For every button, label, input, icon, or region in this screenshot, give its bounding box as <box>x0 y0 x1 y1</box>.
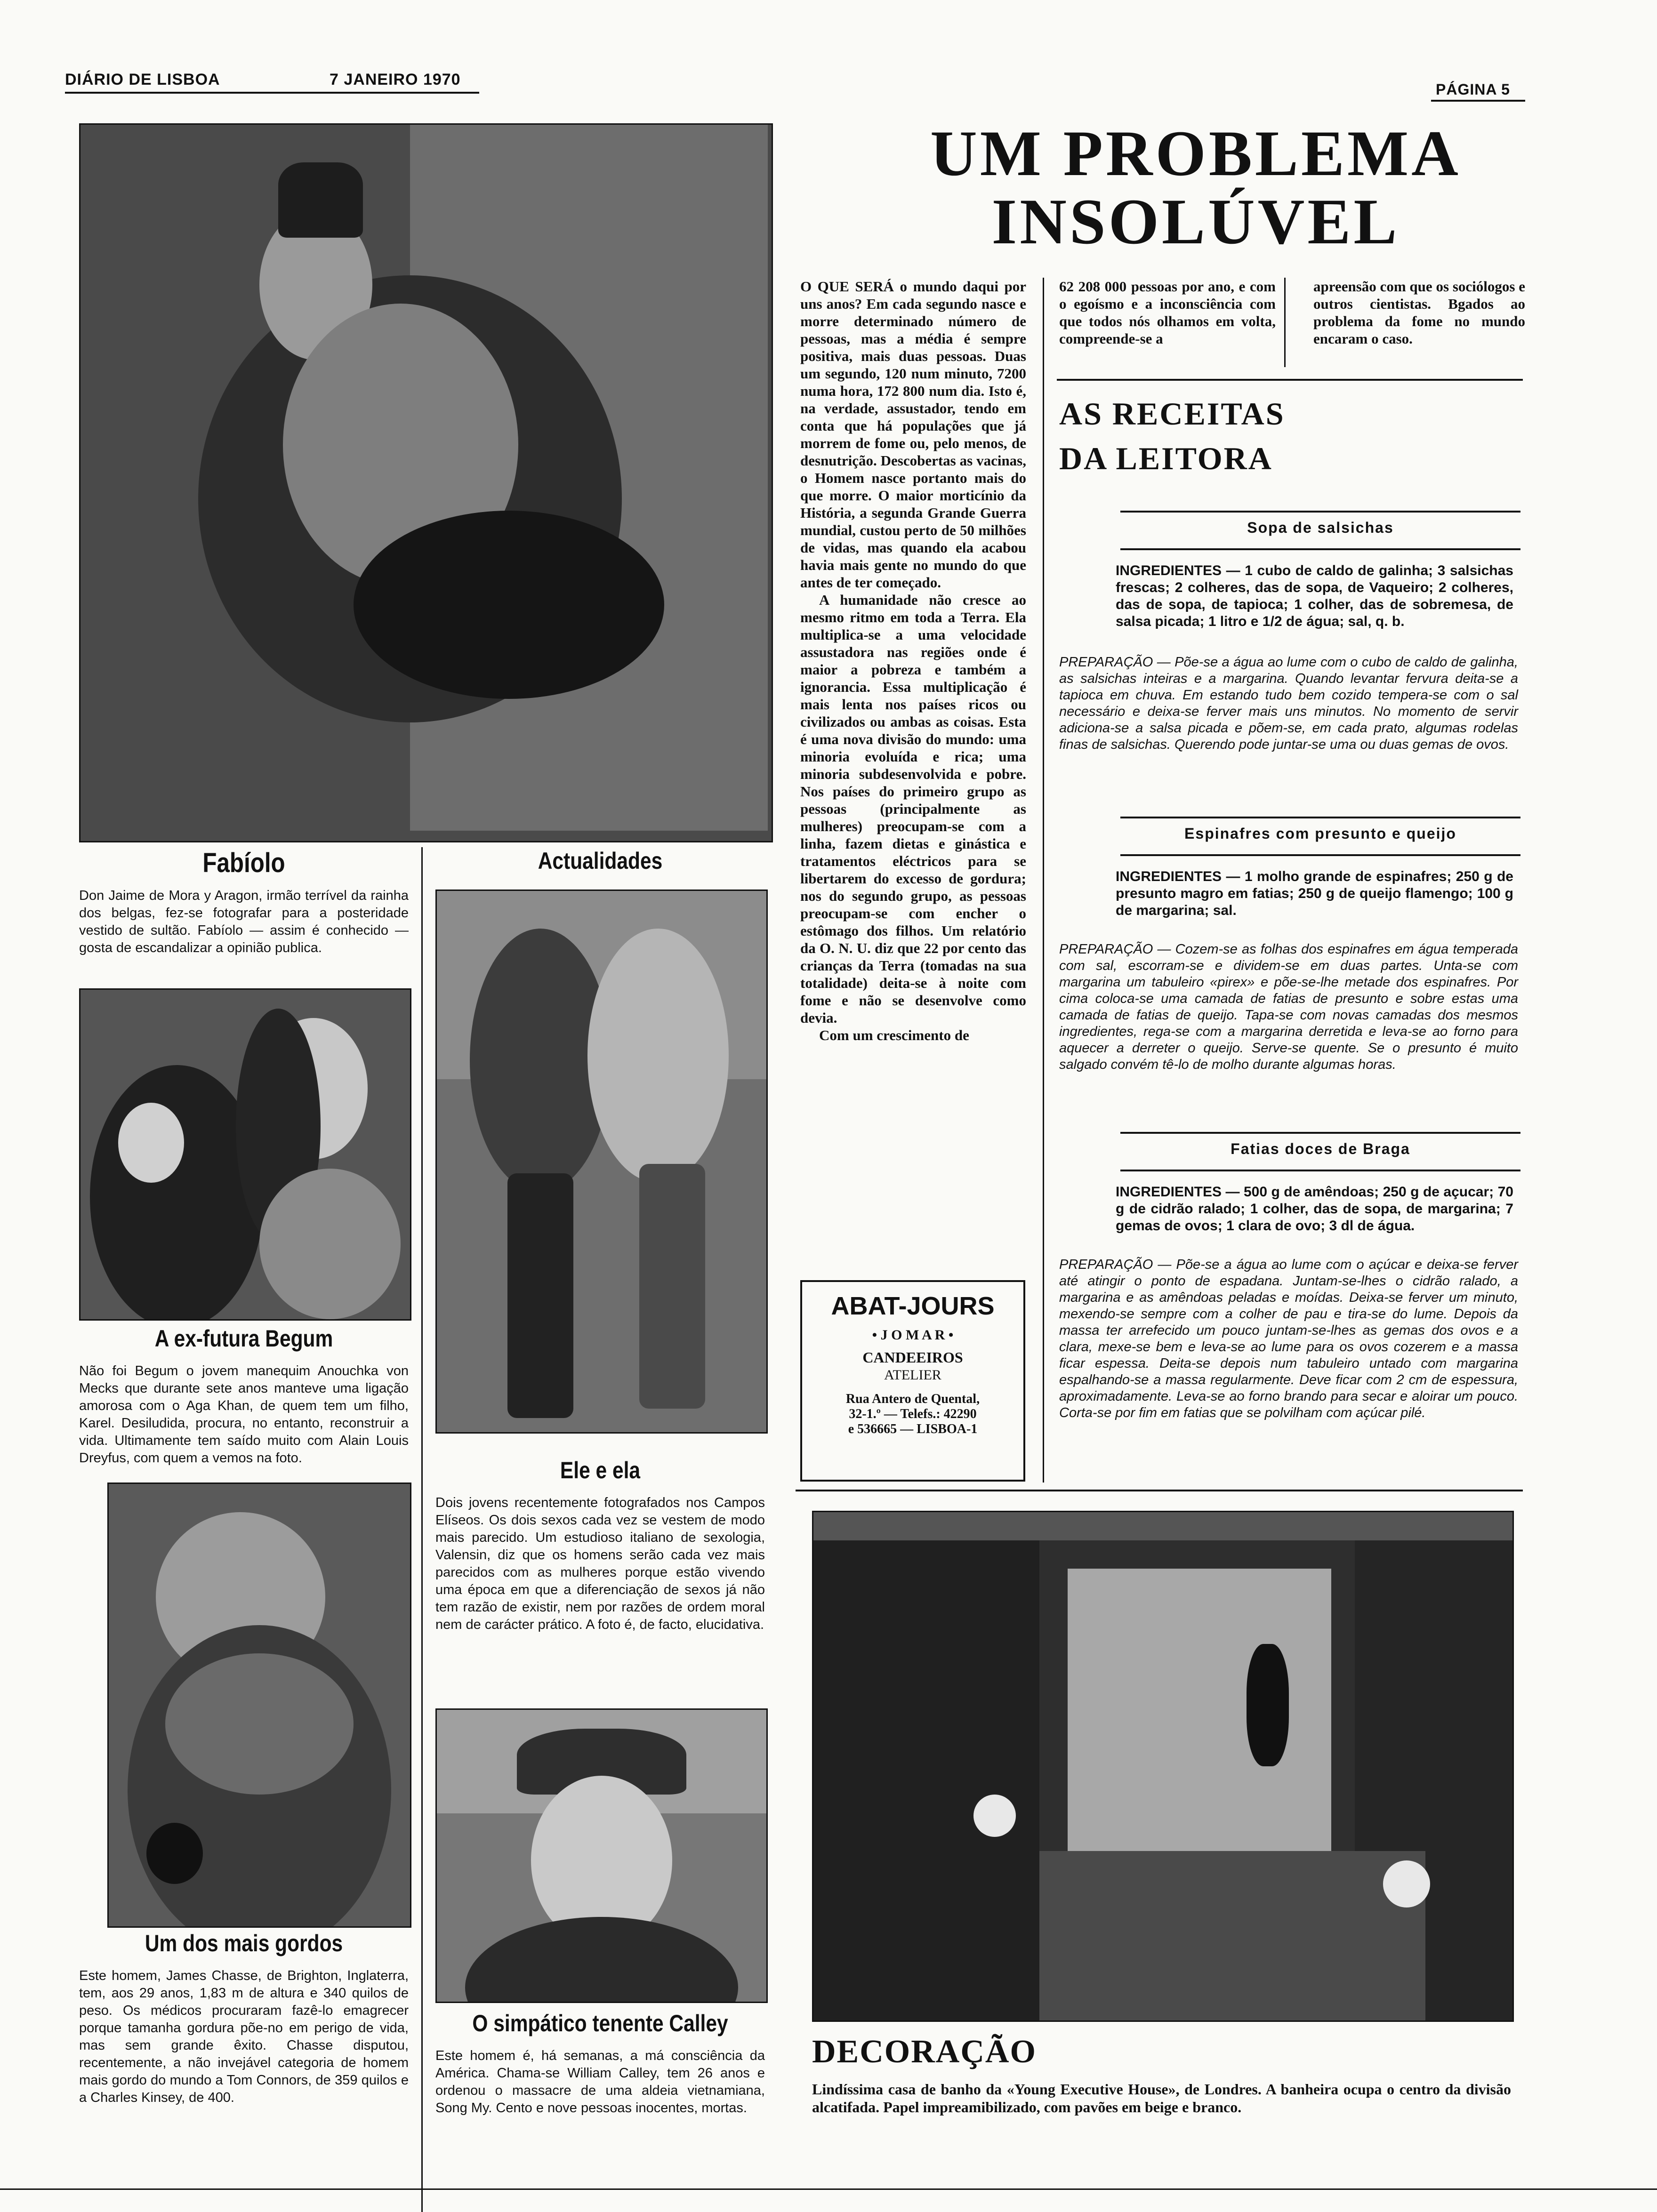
recipes-column-rule <box>1043 278 1044 1483</box>
calley-text: Este homem é, há semanas, a má consciência da América. Chama-se William Calley, tem 26 anos e ordenou o massacre de uma aldeia vietnamiana, Song My. Cento e nove pessoas inocentes, mortas. <box>435 2048 765 2116</box>
ad-line-1: ABAT-JOURS <box>831 1292 995 1320</box>
recipe-2-ingredients: INGREDIENTES — 1 molho grande de espinafres; 250 g de presunto magro em fatias; 250 g de queijo flamengo; 100 g de margarina; sal. <box>1116 869 1513 918</box>
ele-ela-text: Dois jovens recentemente fotografados nos Campos Elíseos. Os dois sexos cada vez se vestem de modo mais parecido. Um estudioso italiano de sexologia, Valensin, diz que os homens serão cada vez mais parecidos com as mulheres porque estão vivendo uma época em que a diferenciação de sexos já não tem razão de existir, nem por razões de ordem moral nem de carácter prático. A foto é, de facto, elucidativa. <box>435 1495 765 1632</box>
gordo-title: Um dos mais gordos <box>145 1930 343 1956</box>
problema-paragraph-3: Com um crescimento de <box>819 1027 969 1043</box>
recipe-3-title: Fatias doces de Braga <box>1231 1140 1410 1157</box>
calley-photo <box>435 1708 768 2003</box>
problema-headline-1: UM PROBLEMA <box>930 117 1461 189</box>
receitas-heading-2: DA LEITORA <box>1059 441 1273 476</box>
header-rule <box>65 92 479 94</box>
column-rule-left <box>421 847 423 2212</box>
ad-line-2: • J O M A R • <box>872 1327 954 1343</box>
abat-jours-ad <box>800 1280 1025 1482</box>
actualidades-title: Actualidades <box>538 848 663 874</box>
decoracao-title: DECORAÇÃO <box>812 2034 1037 2070</box>
begum-text: Não foi Begum o jovem manequim Anouchka von Mecks que durante sete anos manteve uma ligação amorosa com o Aga Khan, de quem tem um filho, Karel. Desiludida, procura, no entanto, reconstruir a vida. Ultimamente tem saído muito com Alain Louis Dreyfus, com quem a vemos na foto. <box>79 1363 409 1466</box>
issue-date: 7 JANEIRO 1970 <box>330 71 461 88</box>
decoracao-photo <box>812 1511 1514 2022</box>
page-bottom-rule <box>0 2188 1657 2190</box>
recipe-2-title-rule <box>1120 854 1520 856</box>
recipe-2-title: Espinafres com presunto e queijo <box>1184 825 1456 842</box>
ad-line-7: e 536665 — LISBOA-1 <box>848 1422 978 1436</box>
ad-line-4: ATELIER <box>884 1367 941 1383</box>
begum-photo <box>79 988 411 1321</box>
problema-paragraph-5: apreensão com que os sociólogos e outros cientistas. Bgados ao problema da fome no mundo encaram o caso. <box>1313 278 1525 347</box>
recipe-1-title-rule <box>1120 548 1520 550</box>
gordo-photo <box>107 1483 411 1928</box>
ad-line-6: 32-1.º — Telefs.: 42290 <box>849 1407 977 1421</box>
page-number: PÁGINA 5 <box>1436 81 1510 98</box>
decoracao-text: Lindíssima casa de banho da «Young Executive House», de Londres. A banheira ocupa o centro da divisão alcatifada. Papel impreamibilizado, com pavões em beige e branco. <box>812 2081 1511 2116</box>
problema-paragraph-2: A humanidade não cresce ao mesmo ritmo em toda a Terra. Ela multiplica-se a uma velocidade assustadora nas regiões onde é maior a pobreza e também a ignorancia. Essa multiplicação é mais lenta nos países ricos ou civilizados ou ambas as coisas. Esta é uma nova divisão do mundo: uma minoria evoluída e rica; uma minoria subdesenvolvida e pobre. Nos países do primeiro grupo as pessoas (principalmente as mulheres) preocupam-se com a linha, fazem dietas e ginástica e tratamentos eléctricos para se libertarem do excesso de gordura; nos do segundo grupo, as pessoas preocupam-se com encher o estômago dos filhos. Um relatório da O. N. U. diz que 22 por cento das crianças da Terra (tomadas na sua totalidade) deita-se à noite com fome e não se desenvolve como devia. <box>800 592 1026 1026</box>
recipe-3-title-rule <box>1120 1170 1520 1171</box>
begum-title: A ex-futura Begum <box>154 1325 333 1352</box>
gordo-text: Este homem, James Chasse, de Brighton, Inglaterra, tem, aos 29 anos, 1,83 m de altura e 340 quilos de peso. Os médicos procuraram fazê-lo emagrecer porque tamanha gordura põe-no em perigo de vida, mas sem grande êxito. Chasse disputou, recentemente, a não invejável categoria de homem mais gordo do mundo a Tom Connors, de 359 quilos e a Charles Kinsey, de 400. <box>79 1968 409 2105</box>
fabiolo-title: Fabíolo <box>202 848 285 878</box>
paper-name: DIÁRIO DE LISBOA <box>65 71 220 88</box>
recipe-1-title: Sopa de salsichas <box>1247 519 1394 536</box>
fabiolo-photo <box>79 123 773 842</box>
recipe-1-ingredients: INGREDIENTES — 1 cubo de caldo de galinha; 3 salsichas frescas; 2 colheres, das de sopa, de Vaqueiro; 2 colheres, das de sopa, de tapioca; 1 colher, das de sobremesa, de salsa picada; 1 litro e 1/2 de água; sal, q. b. <box>1116 563 1513 629</box>
problema-paragraph-4: 62 208 000 pessoas por ano, e com o egoísmo e a inconsciência com que todos nós olhamos em volta, compreende-se a <box>1059 278 1276 347</box>
recipe-3-top-rule <box>1120 1132 1520 1134</box>
problema-column-1 <box>800 278 1026 1044</box>
calley-title: O simpático tenente Calley <box>472 2010 728 2036</box>
problema-headline-2: INSOLÚVEL <box>991 185 1400 257</box>
problema-paragraph-1: O QUE SERÁ o mundo daqui por uns anos? Em cada segundo nasce e morre determinado número de pessoas, mas a média é sempre positiva, mais duas pessoas. Duas um segundo, 120 num minuto, 7200 numa hora, 172 800 num dia. Isto é, na verdade, assustador, tendo em conta que há populações que já morrem de fome ou, pelo menos, de desnutrição. Descobertas as vacinas, o Homem nasce portanto mais do que morre. O maior morticínio da História, a segunda Grande Guerra mundial, custou perto de 50 milhões de vidas, mas quando ela acabou havia mais gente no mundo do que antes de ter começado. <box>800 278 1026 591</box>
recipe-3-ingredients: INGREDIENTES — 500 g de amêndoas; 250 g de açucar; 70 g de cidrão ralado; 1 colher, das de sopa, de margarina; 7 gemas de ovos; 1 clara de ovo; 3 dl de água. <box>1116 1184 1513 1234</box>
problema-column-rule <box>1284 278 1286 367</box>
ele-ela-photo <box>435 890 768 1434</box>
fabiolo-text: Don Jaime de Mora y Aragon, irmão terrível da rainha dos belgas, fez-se fotografar para a posteridade vestido de sultão. Fabíolo — assim é conhecido — gosta de escandalizar a opinião publica. <box>79 888 409 955</box>
header-rule-right <box>1431 100 1525 102</box>
recipe-1-preparation: PREPARAÇÃO — Põe-se a água ao lume com o cubo de caldo de galinha, as salsichas inteiras e a margarina. Quando levantar fervura deita-se a tapioca em chuva. Em estando tudo bem cozido tempera-se com o sal necessário e deixa-se ferver mais uns minutos. No momento de servir adiciona-se a salsa picada e põem-se, em cada prato, algumas rodelas finas de salsichas. Querendo pode juntar-se uma ou duas gemas de ovos. <box>1059 655 1518 752</box>
ad-line-3: CANDEEIROS <box>862 1349 963 1366</box>
ele-ela-title: Ele e ela <box>560 1457 641 1483</box>
ad-line-5: Rua Antero de Quental, <box>845 1392 980 1406</box>
recipe-2-preparation: PREPARAÇÃO — Cozem-se as folhas dos espinafres em água temperada com sal, escorram-se e dividem-se em duas partes. Unta-se com margarina um tabuleiro «pirex» e põe-se-lhe metade dos espinafres. Por cima coloca-se uma camada de fatias de presunto e sobre estas uma camada de fatias de queijo. Tapa-se com novas camadas dos mesmos ingredientes, rega-se com a margarina derretida e leva-se ao forno para aquecer a derreter o queijo. Serve-se quente. Se o presunto é muito salgado convém tê-lo de molho durante algumas horas. <box>1059 942 1518 1072</box>
recipe-3-preparation: PREPARAÇÃO — Põe-se a água ao lume com o açúcar e deixa-se ferver até atingir o ponto de espadana. Juntam-se-lhes o cidrão ralado, a margarina e as amêndoas peladas e moídas. Deixa-se ferver um minuto, mexendo-se sempre com a colher de pau e tira-se do lume. Depois da massa ter arrefecido um pouco juntam-se-lhes as gemas dos ovos e a clara, mexe-se bem e leva-se ao lume para os ovos cozerem e a massa ficar espessa. Deita-se depois num tabuleiro untado com margarina espalhando-se a massa regularmente. Deve ficar com 2 cm de espessura, aproximadamente. Leva-se ao forno brando para secar e aloirar um pouco. Corta-se por fim em fatias que se polvilham com açúcar pilé. <box>1059 1257 1518 1420</box>
recipe-2-top-rule <box>1120 817 1520 818</box>
problema-bottom-rule <box>1057 379 1523 381</box>
recipe-1-top-rule <box>1120 511 1520 513</box>
receitas-heading-1: AS RECEITAS <box>1059 396 1285 432</box>
decoracao-top-rule <box>796 1490 1523 1491</box>
